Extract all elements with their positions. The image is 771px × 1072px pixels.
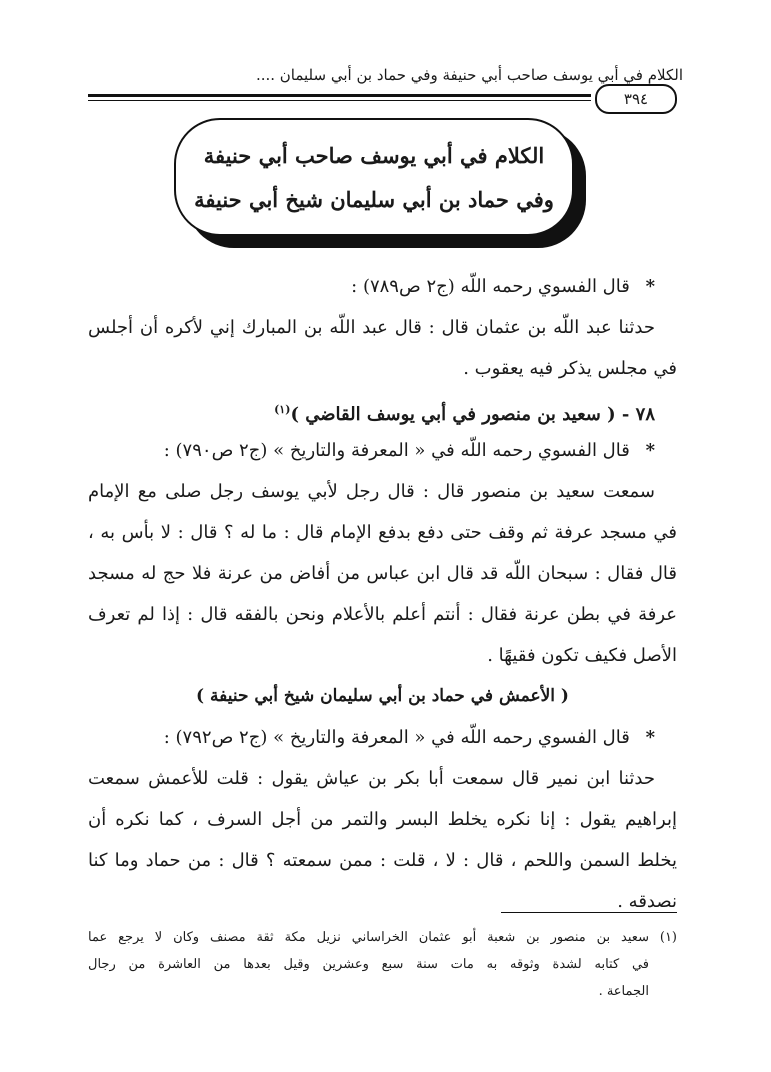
narration-heading-2 (88, 430, 677, 471)
footnote-line: في كتابه لشدة وثوقه به مات سنة سبع وعشرين وقيل بعدها من العاشرة من رجال (88, 957, 649, 972)
section-heading-78 (88, 389, 677, 430)
chapter-title-line-2: وفي حماد بن أبي سليمان شيخ أبي حنيفة (194, 187, 554, 212)
narration-heading-2-text: قال الفسوي رحمه اللّه في « المعرفة والتاريخ » (ج٢ ص٧٩٠) : (163, 440, 630, 461)
footnote-line: (١) سعيد بن منصور بن شعبة أبو عثمان الخراساني نزيل مكة ثقة مصنف وكان لا يرجع عما (88, 930, 677, 945)
star-marker: * (645, 276, 655, 297)
narration-heading-1-text: قال الفسوي رحمه اللّه (ج٢ ص٧٨٩) : (351, 276, 630, 297)
narration-heading-3 (88, 717, 677, 758)
paragraph-line: سمعت سعيد بن منصور قال : قال رجل لأبي يوسف رجل صلى مع الإمام (88, 481, 655, 502)
paragraph-line: حدثنا عبد اللّه بن عثمان قال : قال عبد اللّه بن المبارك إني لأكره أن أجلس (88, 317, 655, 338)
page-number: ٣٩٤ (595, 84, 677, 114)
paragraph-line: الأصل فكيف تكون فقيهًا . (487, 645, 677, 666)
footnote-line: الجماعة . (598, 984, 649, 999)
narration-heading-3-text: قال الفسوي رحمه اللّه في « المعرفة والتاريخ » (ج٢ ص٧٩٢) : (163, 727, 630, 748)
star-marker: * (645, 440, 655, 461)
paragraph-line: يخلط السمن واللحم ، قال : لا ، قلت : ممن سمعته ؟ قال : من حماد وما كنا (88, 850, 677, 871)
paragraph-line: في مجلس يذكر فيه يعقوب . (463, 358, 677, 379)
paragraph-line: عرفة في بطن عرنة فقال : أنتم أعلم بالأعلام ونحن بالفقه قال : إذا لم تعرف (88, 604, 677, 625)
running-header: الكلام في أبي يوسف صاحب أبي حنيفة وفي حماد بن أبي سليمان .... (255, 66, 683, 84)
paragraph-line: حدثنا ابن نمير قال سمعت أبا بكر بن عياش يقول : قلت للأعمش سمعت (88, 768, 655, 789)
section-heading-amash: ( الأعمش في حماد بن أبي سليمان شيخ أبي حنيفة ) (196, 686, 569, 706)
footnotes (88, 924, 677, 1005)
paragraph-line: في مسجد عرفة ثم وقف حتى دفع بدفع الإمام قال : ما له ؟ قال : لا بأس به ، (88, 522, 677, 543)
narration-heading-1 (88, 266, 677, 307)
section-heading-78-text: ٧٨ - ( سعيد بن منصور في أبي يوسف القاضي ) (290, 404, 655, 425)
header-rule-thin (88, 100, 591, 101)
main-text (88, 266, 677, 922)
header-rule-thick (88, 94, 591, 97)
paragraph-line: قال فقال : سبحان اللّه قد قال ابن عباس من أفاض من عرنة فلا حج له مسجد (88, 563, 677, 584)
chapter-title-box (174, 118, 574, 236)
footnote-reference: (١) (274, 403, 291, 416)
chapter-title-line-1: الكلام في أبي يوسف صاحب أبي حنيفة (203, 143, 545, 168)
footnote-separator (501, 912, 677, 913)
paragraph-line: نصدقه . (617, 891, 677, 912)
paragraph-line: إبراهيم يقول : إنا نكره يخلط البسر والتمر من أجل السرف ، كما نكره أن (88, 809, 677, 830)
star-marker: * (645, 727, 655, 748)
